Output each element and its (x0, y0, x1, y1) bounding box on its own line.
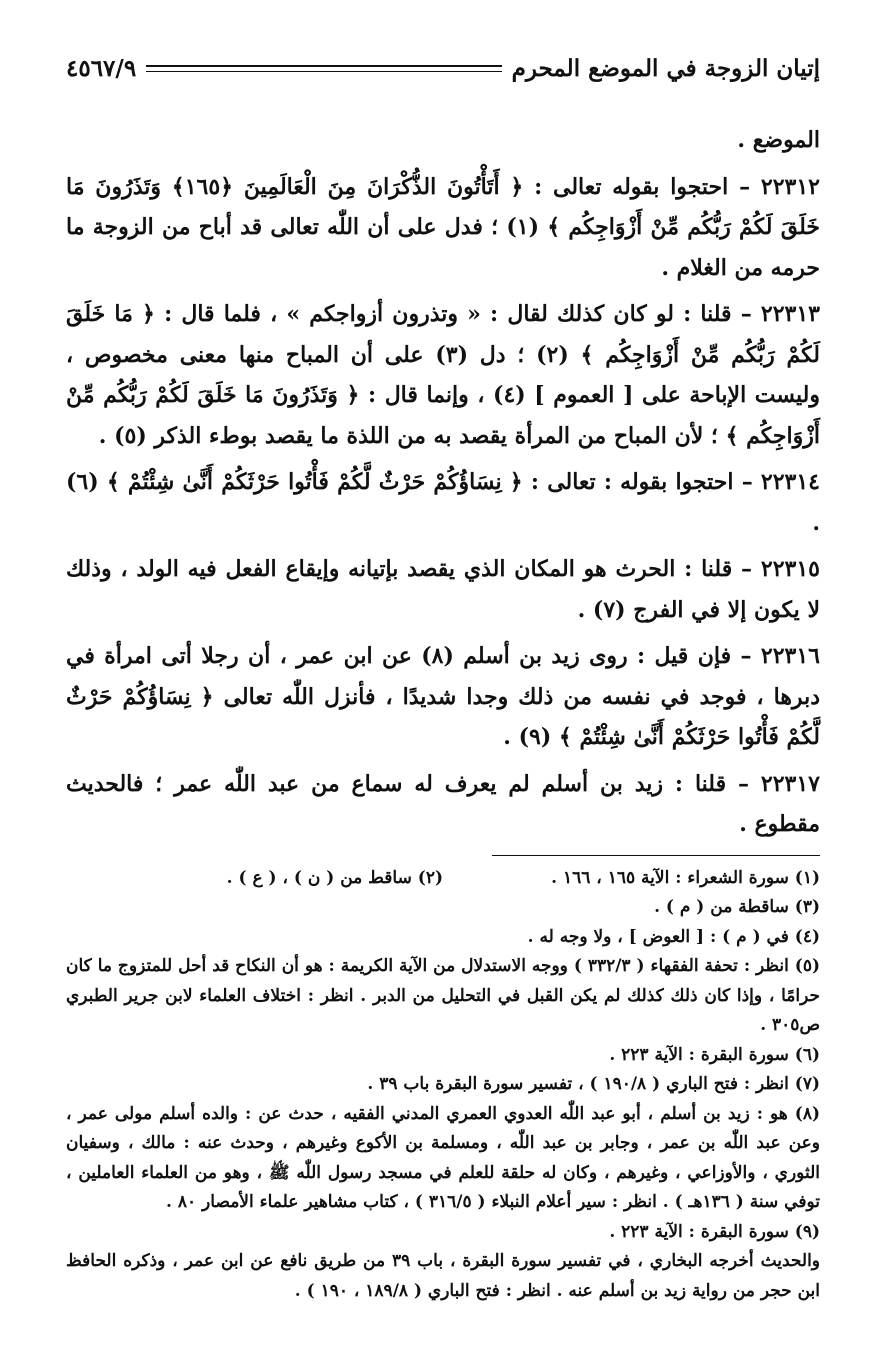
paragraph (66, 549, 820, 630)
footnotes (66, 864, 820, 1307)
paragraph (66, 764, 820, 845)
footnote-5: (٥) انظر : تحفة الفقهاء ( ٣٣٢/٣ ) ووجه الاستدلال من الآية الكريمة : هو أن النكاح قد أحل للمتزوج ما كان حرامًا ، وإذا كان ذلك كذلك لم يكن القبل في التحليل من الدبر . انظر : اختلاف العلماء لابن جرير الطبري ص٣٠٥ . (66, 956, 820, 1035)
footnote-8: (٨) هو : زيد بن أسلم ، أبو عبد اللّٰه العدوي العمري المدني الفقيه ، حدث عن : والده أسلم مولى عمر ، وعن عبد اللّٰه بن عمر ، وجابر بن عبد اللّٰه ، ومسلمة بن الأكوع وغيرهم ، وحدث عنه : مالك ، وسفيان الثوري ، والأوزاعي ، وغيرهم ، وكان له حلقة للعلم في مسجد رسول اللّٰه ﷺ ، وهو من العلماء العاملين ، توفي سنة ( ١٣٦هـ ) . انظر : سير أعلام النبلاء ( ٣١٦/٥ ) ، كتاب مشاهير علماء الأمصار ٨٠ . (66, 1103, 820, 1212)
footnote-4: (٤) في ( م ) : [ العوض ] ، ولا وجه له . (527, 926, 820, 947)
page-header (66, 48, 820, 88)
main-text (66, 120, 820, 845)
book-page (66, 48, 820, 1306)
paragraph-number: ٢٢٣١٤ (760, 469, 820, 495)
paragraph (66, 167, 820, 289)
paragraph-number: ٢٢٣١٣ (760, 301, 820, 327)
paragraph-text: – فإن قيل : روى زيد بن أسلم (٨) عن ابن عمر ، أن رجلا أتى امرأة في دبرها ، فوجد في نفسه من ذلك وجدا شديدًا ، فأنزل اللّٰه تعالى ﴿ نِسَاؤُكُمْ حَرْثٌ لَّكُمْ فَأْتُوا حَرْثَكُمْ أَنَّىٰ شِئْتُمْ ﴾ (٩) . (66, 643, 820, 750)
footnote-2: (٢) ساقط من ( ن ) ، ( ع ) . (226, 867, 443, 888)
paragraph (66, 636, 820, 758)
footnote-9: (٩) سورة البقرة : الآية ٢٢٣ . (609, 1221, 820, 1242)
paragraph-number: ٢٢٣١٦ (760, 643, 820, 669)
paragraph-number: ٢٢٣١٢ (760, 173, 820, 200)
footnote-1: (١) سورة الشعراء : الآية ١٦٥ ، ١٦٦ . (551, 867, 820, 888)
paragraph-text: – احتجوا بقوله تعالى : ﴿ أَتَأْتُونَ الذُّكْرَانَ مِنَ الْعَالَمِينَ ﴿١٦٥﴾ وَتَذَرُونَ مَا خَلَقَ لَكُمْ رَبُّكُم مِّنْ أَزْوَاجِكُم ﴾ (١) ؛ فدل على أن اللّٰه تعالى قد أباح من الزوجة ما حرمه من الغلام . (66, 173, 820, 281)
footnote-3: (٣) ساقطة من ( م ) . (654, 897, 820, 917)
footnote-7: (٧) انظر : فتح الباري ( ١٩٠/٨ ) ، تفسير سورة البقرة باب ٣٩ . (367, 1074, 820, 1094)
paragraph-text: – قلنا : زيد بن أسلم لم يعرف له سماع من عبد اللّٰه عمر ؛ فالحديث مقطوع . (66, 770, 820, 837)
paragraph (66, 294, 820, 456)
footnote-row (66, 864, 820, 894)
paragraph-continuation (66, 120, 820, 161)
paragraph-text: الموضع . (737, 127, 820, 153)
paragraph-text: – قلنا : الحرث هو المكان الذي يقصد بإتيانه وإيقاع الفعل فيه الولد ، وذلك لا يكون إلا في الفرج (٧) . (66, 556, 820, 623)
header-rule (146, 65, 501, 72)
paragraph-text: – احتجوا بقوله : تعالى : ﴿ نِسَاؤُكُمْ حَرْثٌ لَّكُمْ فَأْتُوا حَرْثَكُمْ أَنَّىٰ شِئْتُمْ ﴾ (٦) . (66, 469, 820, 536)
footnote-6: (٦) سورة البقرة : الآية ٢٢٣ . (609, 1044, 820, 1065)
paragraph (66, 462, 820, 543)
paragraph-text: – قلنا : لو كان كذلك لقال : « وتذرون أزواجكم » ، فلما قال : ﴿ مَا خَلَقَ لَكُمْ رَبُّكُم مِّنْ أَزْوَاجِكُم ﴾ (٢) ؛ دل (٣) على أن المباح منها معنى مخصوص ، وليست الإباحة على [ العموم ] (٤) ، وإنما قال : ﴿ وَتَذَرُونَ مَا خَلَقَ لَكُمْ رَبُّكُم مِّنْ أَزْوَاجِكُم ﴾ ؛ لأن المباح من المرأة يقصد به من اللذة ما يقصد بوطء الذكر (٥) . (66, 301, 820, 449)
footnote-9-continuation: والحديث أخرجه البخاري ، في تفسير سورة البقرة ، باب ٣٩ من طريق نافع عن ابن عمر ، وذكره الحافظ ابن حجر من رواية زيد بن أسلم عنه . انظر : فتح الباري ( ١٨٩/٨ ، ١٩٠ ) . (66, 1251, 821, 1301)
footnote-separator (492, 855, 820, 856)
page-number: ٤٥٦٧/٩ (66, 54, 137, 82)
running-title: إتيان الزوجة في الموضع المحرم (511, 54, 820, 82)
paragraph-number: ٢٢٣١٥ (760, 556, 820, 582)
paragraph-number: ٢٢٣١٧ (760, 770, 820, 797)
